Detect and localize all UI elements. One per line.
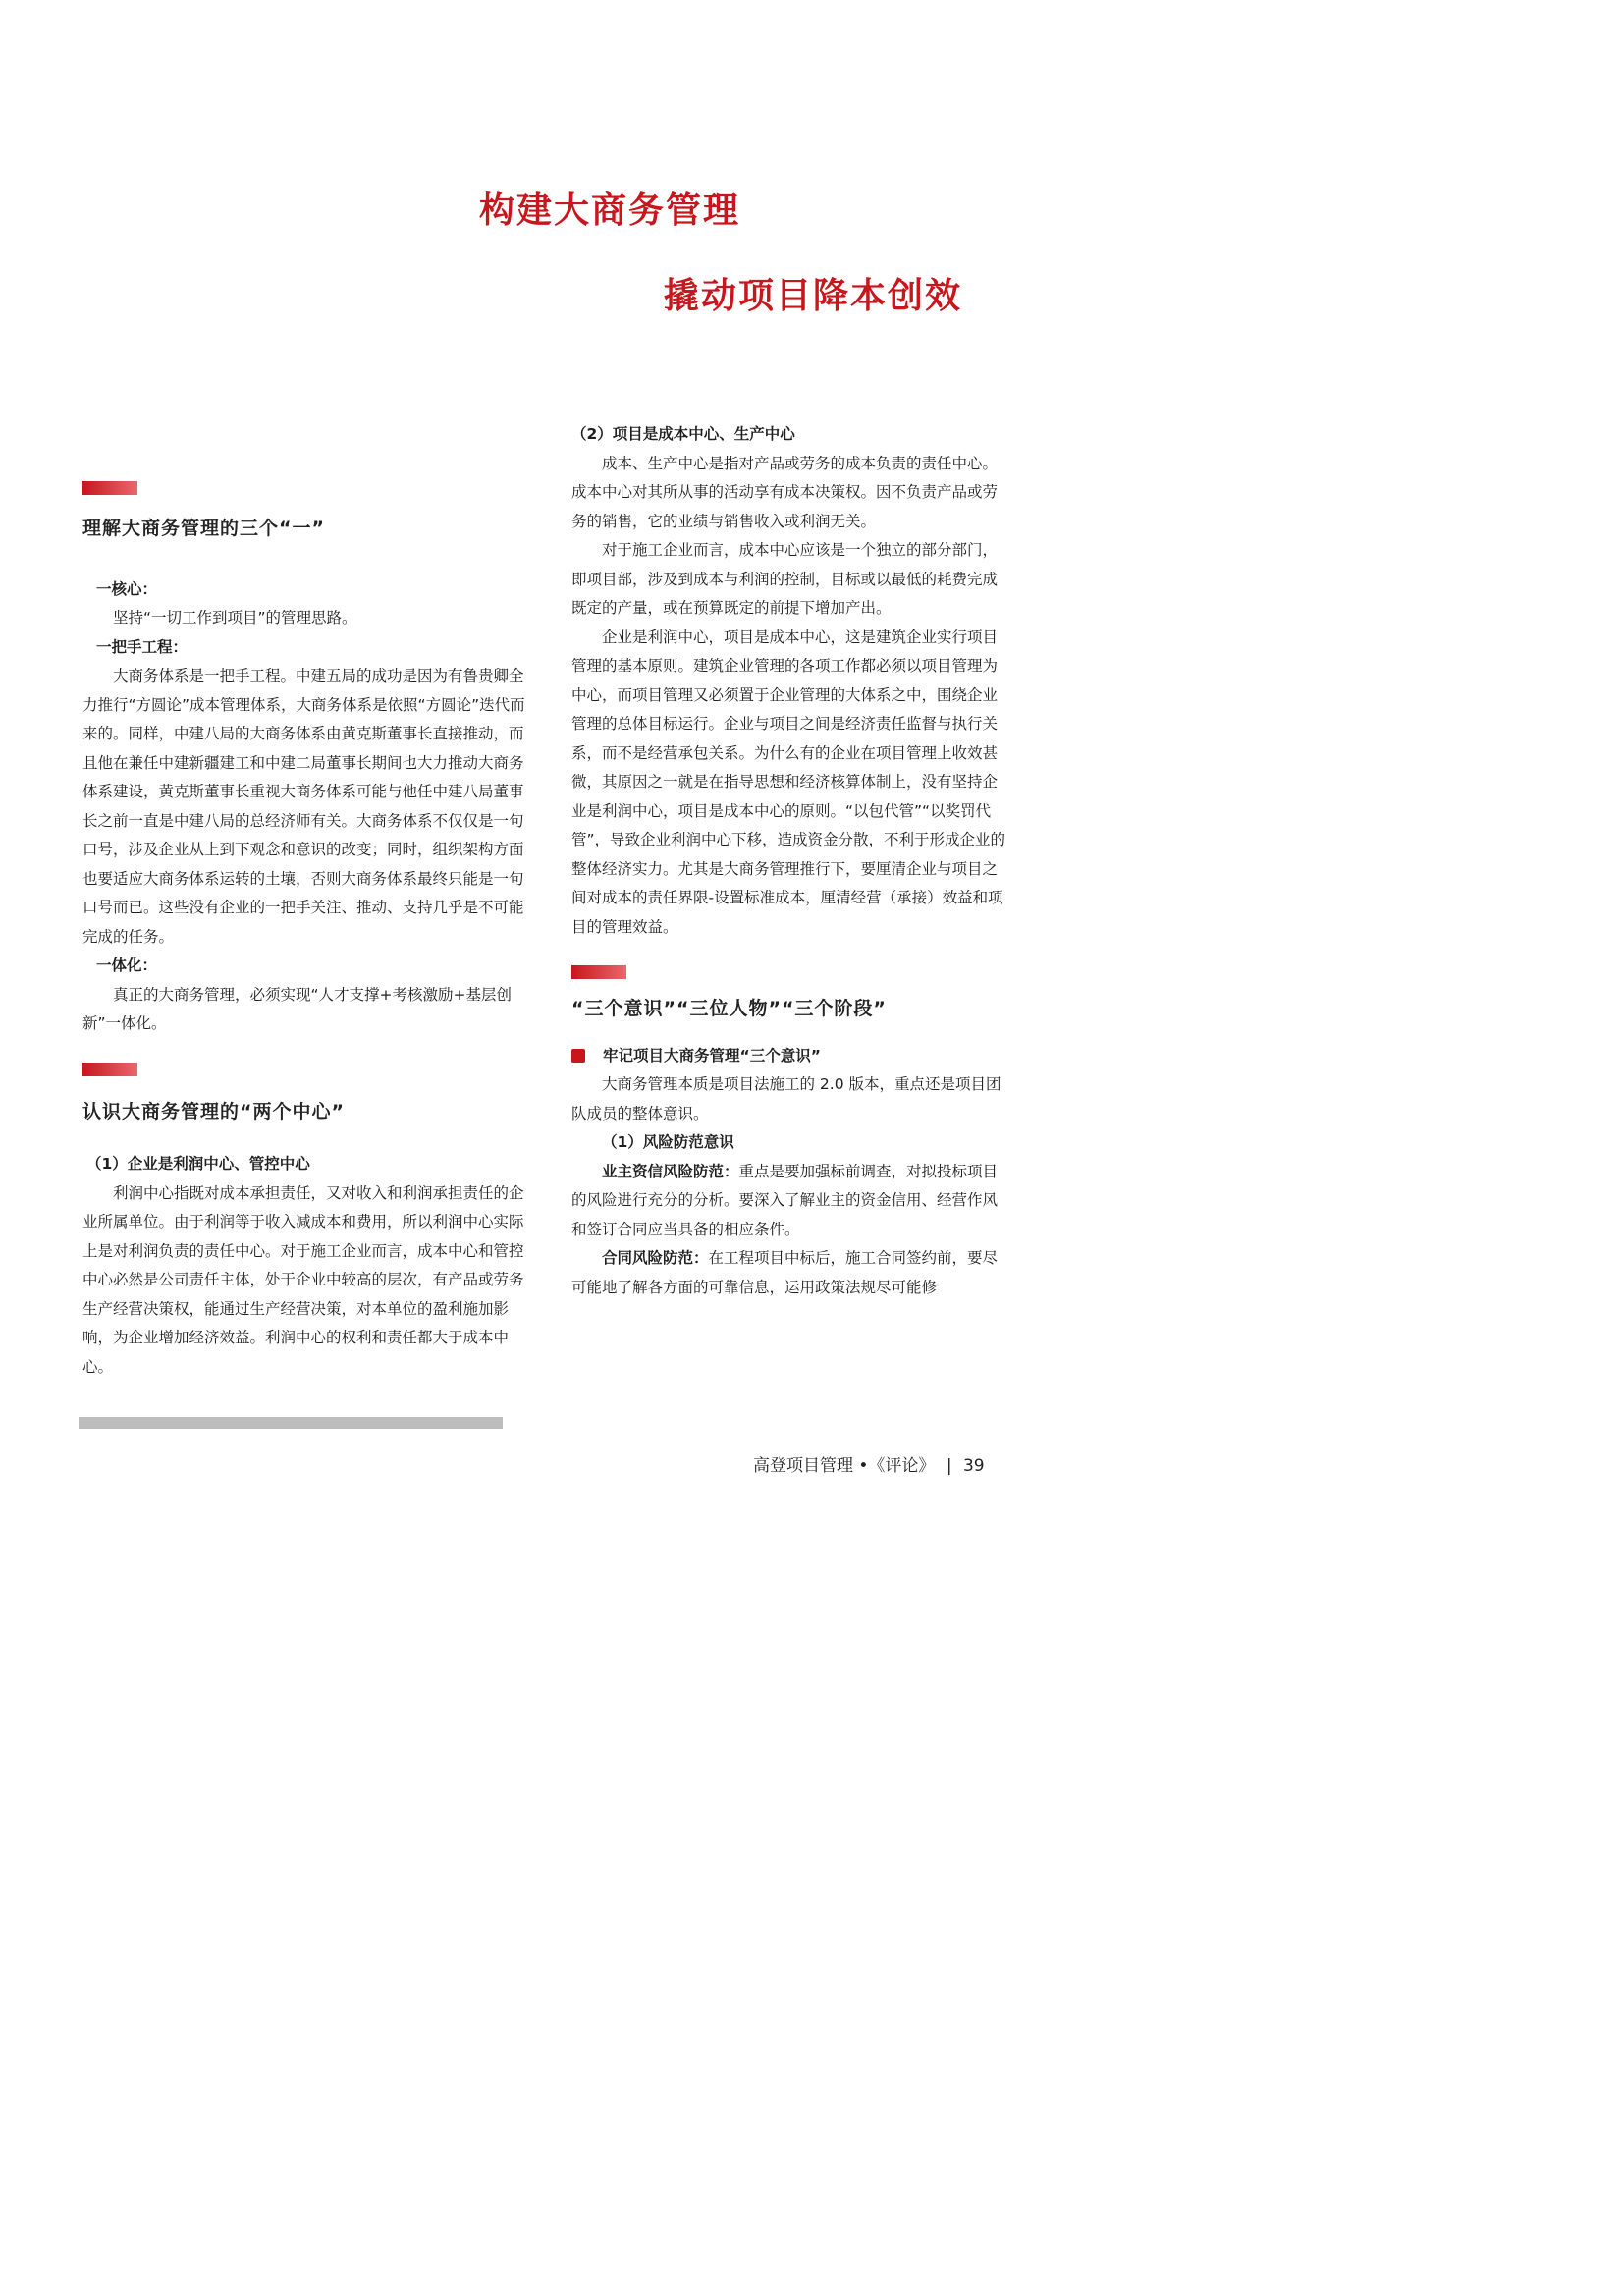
page bbox=[0, 0, 1080, 1528]
paragraph-owner-risk bbox=[571, 1158, 1009, 1245]
text-contract-risk: 在工程项目中标后，施工合同签约前，要尽可能地了解各方面的可靠信息，运用政策法规尽可能修 bbox=[571, 1249, 999, 1296]
subheading-cost-center: （2）项目是成本中心、生产中心 bbox=[571, 425, 795, 443]
paragraph-profit-center: 利润中心指既对成本承担责任，又对收入和利润承担责任的企业所属单位。由于利润等于收入减成本和费用，所以利润中心实际上是对利润负责的责任中心。对于施工企业而言，成本中心和管控中心必然是公司责任主体，处于企业中较高的层次，有产品或劳务生产经营决策权，能通过生产经营决策，对本单位的盈利施加影响，为企业增加经济效益。利润中心的权利和责任都大于成本中心。 bbox=[82, 1183, 524, 1376]
subheading-three-awareness bbox=[571, 1042, 1009, 1071]
section-marker bbox=[82, 481, 137, 495]
page-number: 39 bbox=[962, 1456, 985, 1476]
paragraph-leader: 大商务体系是一把手工程。中建五局的成功是因为有鲁贵卿全力推行“方圆论”成本管理体系，大商务体系是依照“方圆论”迭代而来的。同样，中建八局的大商务体系由黄克斯董事长直接推动，而且他在兼任中建新疆建工和中建二局董事长期间也大力推动大商务体系建设，黄克斯董事长重视大商务体系可能与他任中建八局董事长之前一直是中建八局的总经济师有关。大商务体系不仅仅是一句口号，涉及企业从上到下观念和意识的改变；同时，组织架构方面也要适应大商务体系运转的土壤，否则大商务体系最终只能是一句口号而已。这些没有企业的一把手关注、推动、支持几乎是不可能完成的任务。 bbox=[82, 667, 525, 946]
text-owner-risk: 重点是要加强标前调查，对拟投标项目的风险进行充分的分析。要深入了解业主的资金信用、经营作风和签订合同应当具备的相应条件。 bbox=[571, 1162, 999, 1238]
hero-stripe-image bbox=[0, 0, 471, 491]
red-square-bullet-icon bbox=[571, 1049, 585, 1063]
subheading-profit-center: （1）企业是利润中心、管控中心 bbox=[86, 1155, 310, 1173]
subheading-risk: （1）风险防范意识 bbox=[602, 1133, 734, 1151]
footer-separator: | bbox=[946, 1456, 952, 1476]
label-contract-risk: 合同风险防范： bbox=[602, 1249, 709, 1267]
label-integration: 一体化： bbox=[96, 957, 158, 974]
article-title-line1: 构建大商务管理 bbox=[479, 191, 741, 231]
paragraph-construction-cost: 对于施工企业而言，成本中心应该是一个独立的部分部门，即项目部，涉及到成本与利润的控制，目标或以最低的耗费完成既定的产量，或在预算既定的前提下增加产出。 bbox=[571, 541, 999, 617]
label-owner-risk: 业主资信风险防范： bbox=[602, 1162, 739, 1180]
section-title-three-ones: 理解大商务管理的三个“一” bbox=[82, 518, 325, 539]
label-core: 一核心： bbox=[96, 579, 158, 598]
section-title-three-awareness: “三个意识”“三位人物”“三个阶段” bbox=[571, 998, 887, 1019]
paragraph-principle: 企业是利润中心，项目是成本中心，这是建筑企业实行项目管理的基本原则。建筑企业管理的各项工作都必须以项目管理为中心，而项目管理又必须置于企业管理的大体系之中，围绕企业管理的总体目标运行。企业与项目之间是经济责任监督与执行关系，而不是经营承包关系。为什么有的企业在项目管理上收效甚微，其原因之一就是在指导思想和经济核算体制上，没有坚持企业是利润中心，项目是成本中心的原则。“以包代管”“以奖罚代管”，导致企业利润中心下移，造成资金分散，不利于形成企业的整体经济实力。尤其是大商务管理推行下，要厘清企业与项目之间对成本的责任界限-设置标准成本，厘清经营（承接）效益和项目的管理效益。 bbox=[571, 628, 1006, 936]
divider-bar bbox=[79, 1417, 503, 1429]
paragraph-contract-risk bbox=[571, 1244, 1009, 1302]
paragraph-cost-center: 成本、生产中心是指对产品或劳务的成本负责的责任中心。成本中心对其所从事的活动享有成本决策权。因不负责产品或劳务的销售，它的业绩与销售收入或利润无关。 bbox=[571, 454, 999, 530]
subheading-three-awareness-text: 牢记项目大商务管理“三个意识” bbox=[603, 1046, 821, 1065]
section-title-two-centers: 认识大商务管理的“两个中心” bbox=[82, 1100, 345, 1122]
paragraph-version: 大商务管理本质是项目法施工的 2.0 版本，重点还是项目团队成员的整体意识。 bbox=[571, 1075, 1001, 1122]
left-column bbox=[82, 481, 526, 1382]
magazine-name: 高登项目管理 •《评论》 bbox=[753, 1456, 936, 1476]
right-column bbox=[571, 420, 1009, 1302]
section-marker bbox=[571, 965, 626, 979]
article-title-line2: 撬动项目降本创效 bbox=[664, 276, 963, 316]
paragraph-core: 坚持“一切工作到项目”的管理思路。 bbox=[113, 609, 357, 627]
label-leader: 一把手工程： bbox=[96, 637, 189, 656]
section-marker bbox=[82, 1063, 137, 1076]
page-footer bbox=[753, 1451, 985, 1476]
paragraph-integration: 真正的大商务管理，必须实现“人才支撑+考核激励+基层创新”一体化。 bbox=[82, 985, 513, 1032]
